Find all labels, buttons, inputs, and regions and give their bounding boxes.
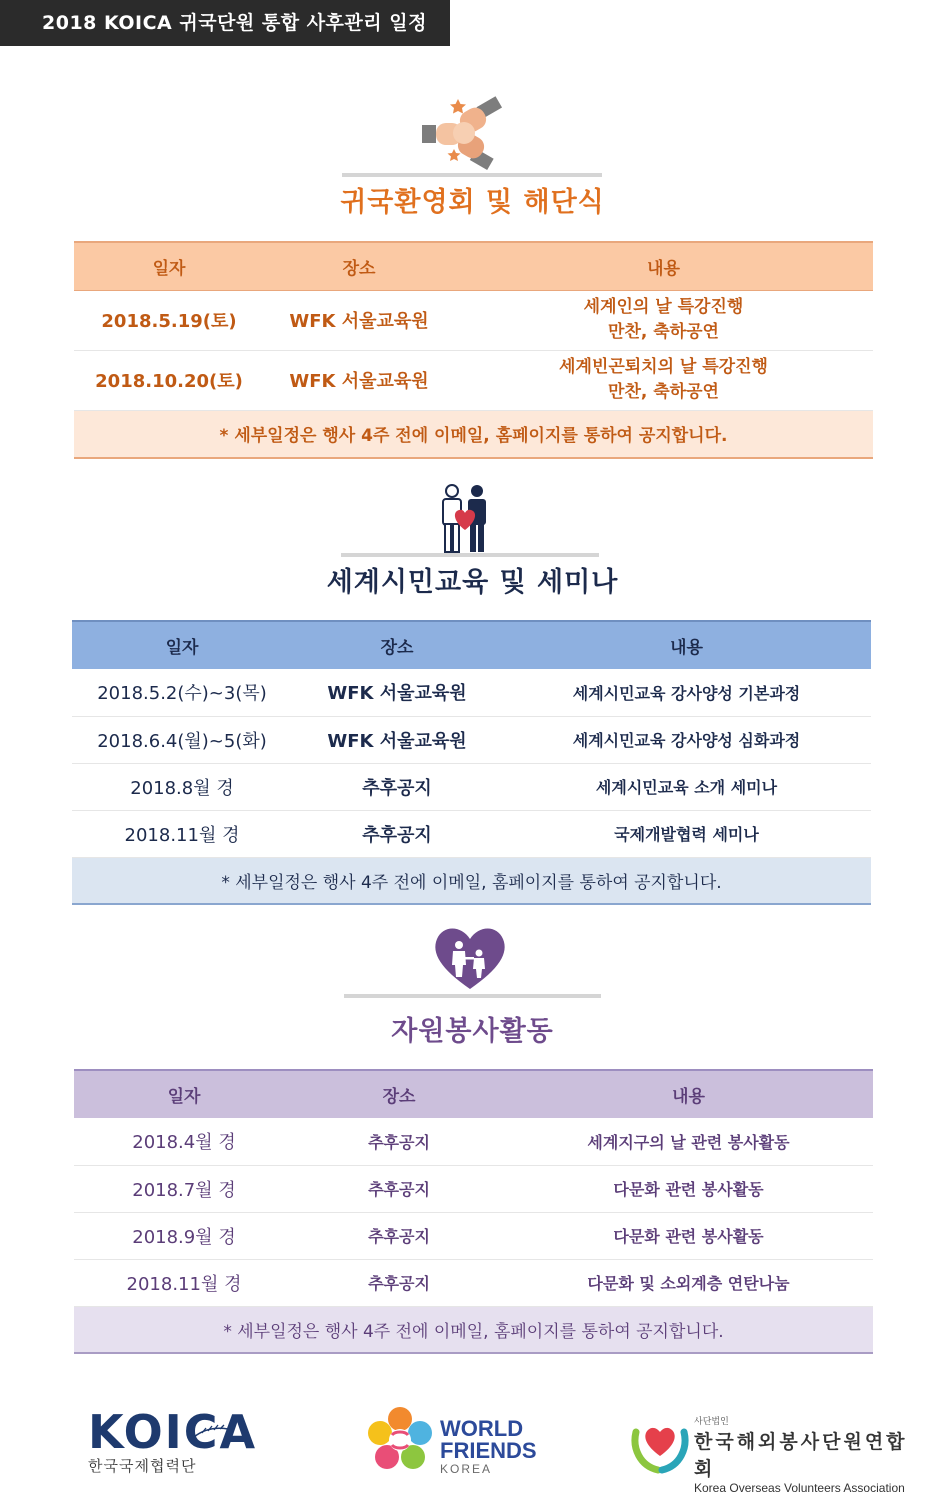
page-header-title: 2018 KOICA 귀국단원 통합 사후관리 일정 [0, 0, 450, 46]
row-place: WFK 서울교육원 [292, 716, 502, 763]
table-row [74, 290, 873, 350]
schedule-table-volunteer [74, 1069, 873, 1354]
table-note-row [74, 1306, 873, 1353]
row-date: 2018.8월 경 [72, 763, 292, 810]
row-content: 다문화 및 소외계층 연탄나눔 [504, 1259, 873, 1306]
table-row [72, 810, 871, 857]
world-friends-flower-icon [365, 1405, 435, 1475]
col-header-place: 장소 [294, 1070, 504, 1118]
world-friends-logo [365, 1405, 555, 1477]
row-date: 2018.11월 경 [74, 1259, 294, 1306]
leaf-swoosh-icon [194, 1423, 228, 1443]
row-date: 2018.7월 경 [74, 1165, 294, 1212]
table-note-row [74, 410, 873, 458]
row-place: 추후공지 [294, 1259, 504, 1306]
section-divider [341, 553, 599, 557]
section-divider [342, 173, 602, 177]
table-row [74, 350, 873, 410]
row-place: WFK 서울교육원 [264, 350, 454, 410]
schedule-note: * 세부일정은 행사 4주 전에 이메일, 홈페이지를 통하여 공지합니다. [74, 410, 873, 458]
schedule-table-welcome [74, 241, 873, 459]
koica-logo-subtitle: 한국국제협력단 [88, 1457, 197, 1475]
table-header-row [74, 242, 873, 290]
row-date: 2018.9월 경 [74, 1212, 294, 1259]
row-date: 2018.5.2(수)~3(목) [72, 669, 292, 716]
col-header-place: 장소 [264, 242, 454, 290]
row-content-line2: 만찬, 축하공연 [608, 382, 719, 402]
table-row [74, 1212, 873, 1259]
row-content: 다문화 관련 봉사활동 [504, 1165, 873, 1212]
col-header-content: 내용 [504, 1070, 873, 1118]
kova-hands-heart-icon [630, 1412, 690, 1474]
table-row [74, 1165, 873, 1212]
koica-logo-word: KOICA [88, 1405, 258, 1459]
world-friends-line3: KOREA [440, 1462, 493, 1476]
schedule-table-education [72, 620, 871, 905]
row-date: 2018.4월 경 [74, 1118, 294, 1165]
row-content [454, 290, 873, 350]
table-row [74, 1259, 873, 1306]
teamwork-hands-icon [420, 95, 510, 171]
table-header-row [72, 621, 871, 669]
row-place: WFK 서울교육원 [292, 669, 502, 716]
row-date: 2018.6.4(월)~5(화) [72, 716, 292, 763]
world-friends-line1: WORLD [440, 1416, 524, 1441]
world-friends-line2: FRIENDS [440, 1438, 537, 1463]
col-header-content: 내용 [502, 621, 871, 669]
row-date: 2018.10.20(토) [74, 350, 264, 410]
col-header-date: 일자 [74, 1070, 294, 1118]
row-date: 2018.5.19(토) [74, 290, 264, 350]
row-content: 세계시민교육 강사양성 심화과정 [502, 716, 871, 763]
family-heart-icon [431, 923, 509, 991]
schedule-note: * 세부일정은 행사 4주 전에 이메일, 홈페이지를 통하여 공지합니다. [72, 857, 871, 904]
section-title-education: 세계시민교육 및 세미나 [326, 567, 619, 598]
row-place: 추후공지 [294, 1165, 504, 1212]
kova-logo-name: 한국해외봉사단원연합회 [694, 1431, 908, 1480]
section-title-volunteer: 자원봉사활동 [391, 1016, 554, 1047]
row-content-line1: 세계인의 날 특강진행 [583, 297, 744, 317]
kova-logo-prefix: 사단법인 [694, 1417, 729, 1427]
row-date: 2018.11월 경 [72, 810, 292, 857]
koica-logo [88, 1405, 258, 1475]
col-header-date: 일자 [74, 242, 264, 290]
col-header-date: 일자 [72, 621, 292, 669]
row-content: 다문화 관련 봉사활동 [504, 1212, 873, 1259]
row-content-line1: 세계빈곤퇴치의 날 특강진행 [559, 357, 768, 377]
section-title-welcome: 귀국환영회 및 해단식 [340, 187, 605, 218]
row-place: 추후공지 [294, 1118, 504, 1165]
table-row [72, 716, 871, 763]
kova-logo [630, 1412, 910, 1495]
row-content: 세계시민교육 강사양성 기본과정 [502, 669, 871, 716]
table-row [72, 763, 871, 810]
col-header-content: 내용 [454, 242, 873, 290]
row-content-line2: 만찬, 축하공연 [608, 322, 719, 342]
table-note-row [72, 857, 871, 904]
row-content: 국제개발협력 세미나 [502, 810, 871, 857]
kova-logo-english: Korea Overseas Volunteers Association [694, 1481, 905, 1495]
row-place: WFK 서울교육원 [264, 290, 454, 350]
row-content: 세계시민교육 소개 세미나 [502, 763, 871, 810]
table-header-row [74, 1070, 873, 1118]
row-place: 추후공지 [292, 763, 502, 810]
schedule-note: * 세부일정은 행사 4주 전에 이메일, 홈페이지를 통하여 공지합니다. [74, 1306, 873, 1353]
row-content: 세계지구의 날 관련 봉사활동 [504, 1118, 873, 1165]
row-place: 추후공지 [294, 1212, 504, 1259]
row-place: 추후공지 [292, 810, 502, 857]
table-row [74, 1118, 873, 1165]
table-row [72, 669, 871, 716]
col-header-place: 장소 [292, 621, 502, 669]
people-heart-icon [438, 484, 492, 554]
row-content [454, 350, 873, 410]
section-divider [344, 994, 601, 998]
